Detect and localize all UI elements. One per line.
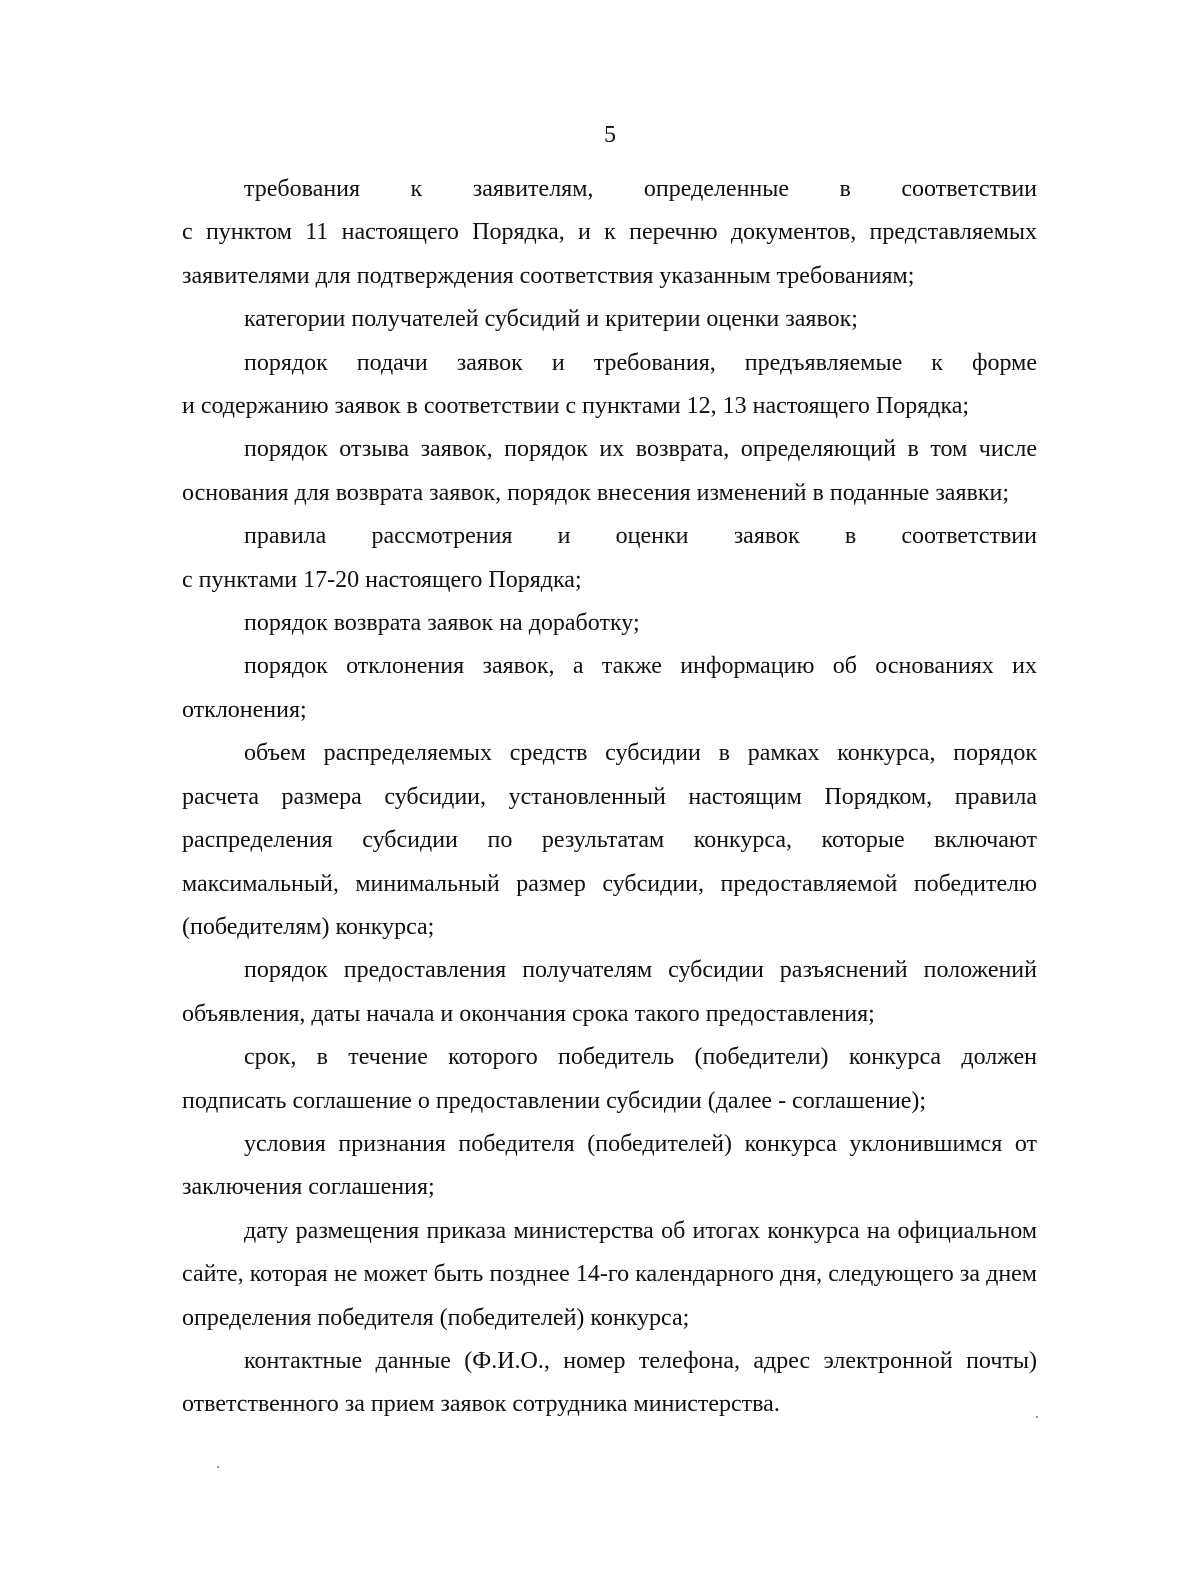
scan-speck xyxy=(217,1466,219,1468)
paragraph-review-rules-cont: с пунктами 17-20 настоящего Порядка; xyxy=(182,566,582,593)
paragraph-evasion-conditions: условия признания победителя (победителей) конкурса уклонившимся от заключения соглашения; xyxy=(182,1130,1037,1201)
paragraph-subsidy-volume: объем распределяемых средств субсидии в рамках конкурса, порядок расчета размера субсидии, установленный настоящим Порядком, правила распределения субсидии по результатам конкурса, которые включают максимальный, минимальный размер субсидии, предоставляемой победителю (победителям) конкурса; xyxy=(182,740,1037,940)
page-number: 5 xyxy=(604,122,616,148)
paragraph-clarifications: порядок предоставления получателям субсидии разъяснений положений объявления, даты начала и окончания срока такого предоставления; xyxy=(182,957,1037,1027)
document-body xyxy=(182,168,1037,1427)
paragraph-review-rules: правила рассмотрения и оценки заявок в соответствии xyxy=(244,523,1037,550)
paragraph-submission-order: порядок подачи заявок и требования, предъявляемые к форме xyxy=(244,349,1037,376)
paragraph-contact-details: контактные данные (Ф.И.О., номер телефона, адрес электронной почты) ответственного за прием заявок сотрудника министерства. xyxy=(182,1347,1037,1418)
paragraph-applicant-requirements: требования к заявителям, определенные в соответствии xyxy=(244,176,1037,202)
paragraph-return-for-revision: порядок возврата заявок на доработку; xyxy=(244,610,640,637)
scan-speck xyxy=(1036,1416,1038,1418)
paragraph-applicant-requirements-cont: с пунктом 11 настоящего Порядка, и к перечню документов, представляемых заявителями для подтверждения соответствия указанным требованиям; xyxy=(182,219,1037,289)
paragraph-submission-order-cont: и содержанию заявок в соответствии с пунктами 12, 13 настоящего Порядка; xyxy=(182,393,970,420)
paragraph-agreement-deadline: срок, в течение которого победитель (победители) конкурса должен подписать соглашение о предоставлении субсидии (далее - соглашение); xyxy=(182,1044,1037,1114)
paragraph-recipient-categories: категории получателей субсидий и критерии оценки заявок; xyxy=(244,306,858,333)
paragraph-results-publication: дату размещения приказа министерства об итогах конкурса на официальном сайте, которая не может быть позднее 14-го календарного дня, следующего за днем определения победителя (победителей) конкурса; xyxy=(182,1217,1037,1331)
paragraph-withdrawal-order: порядок отзыва заявок, порядок их возврата, определяющий в том числе основания для возврата заявок, порядок внесения изменений в поданные заявки; xyxy=(182,436,1037,506)
paragraph-rejection-order: порядок отклонения заявок, а также информацию об основаниях их отклонения; xyxy=(182,653,1037,723)
